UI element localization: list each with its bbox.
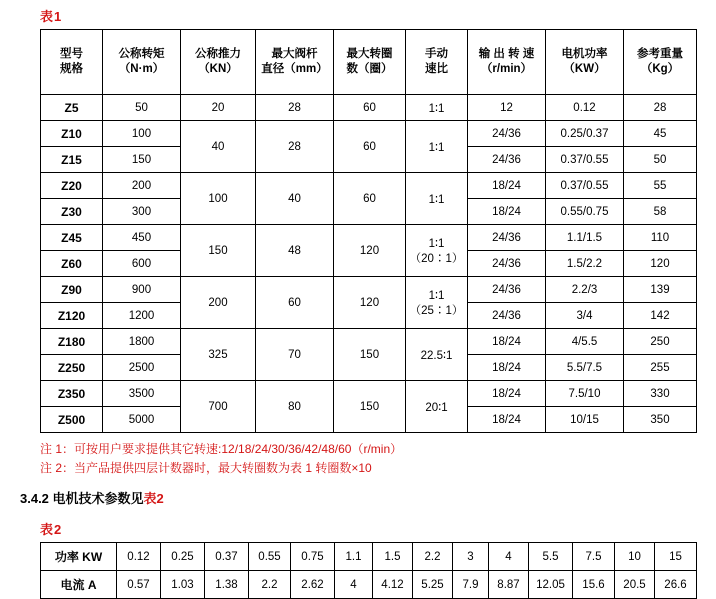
cell-power: 1.5/2.2 [546,251,624,277]
cell-thrust: 700 [181,381,256,433]
cell-power-value: 0.37 [205,543,249,571]
cell-power: 0.55/0.75 [546,199,624,225]
cell-model: Z350 [41,381,103,407]
cell-power-value: 5.5 [529,543,573,571]
table-row [41,173,697,199]
cell-model: Z45 [41,225,103,251]
cell-speed: 18/24 [468,199,546,225]
cell-power: 3/4 [546,303,624,329]
motor-parameters-table [40,542,697,599]
table-row [41,121,697,147]
cell-power-value: 4 [489,543,529,571]
section-heading-text: 3.4.2 电机技术参数见 [20,491,144,506]
cell-torque: 200 [103,173,181,199]
cell-model: Z60 [41,251,103,277]
ratio-line-1: 1∶1 [428,289,445,302]
cell-power-value: 1.1 [335,543,373,571]
cell-torque: 100 [103,121,181,147]
cell-current-value: 0.57 [117,571,161,599]
cell-current-value: 1.38 [205,571,249,599]
cell-current-value: 12.05 [529,571,573,599]
cell-power-value: 0.55 [249,543,291,571]
section-heading [20,488,706,507]
cell-stem: 80 [256,381,334,433]
cell-thrust: 20 [181,95,256,121]
cell-torque: 450 [103,225,181,251]
cell-weight: 45 [624,121,697,147]
header-weight: 参考重量 （Kg） [624,30,697,95]
header-thrust: 公称推力 （KN） [181,30,256,95]
header-torque: 公称转矩 （N·m） [103,30,181,95]
cell-model: Z20 [41,173,103,199]
cell-speed: 18/24 [468,407,546,433]
cell-power: 0.37/0.55 [546,173,624,199]
table-row [41,225,697,251]
cell-turns: 120 [334,277,406,329]
cell-thrust: 150 [181,225,256,277]
cell-torque: 5000 [103,407,181,433]
cell-stem: 28 [256,121,334,173]
cell-stem: 60 [256,277,334,329]
cell-ratio [406,277,468,329]
section-table-ref: 表2 [143,491,164,506]
cell-stem: 28 [256,95,334,121]
cell-weight: 50 [624,147,697,173]
header-stem-diameter: 最大阀杆 直径（mm） [256,30,334,95]
table-row [41,329,697,355]
cell-turns: 120 [334,225,406,277]
header-model: 型号 规格 [41,30,103,95]
table-row [41,571,697,599]
cell-weight: 350 [624,407,697,433]
note-2: 注 2：当产品提供四层计数器时，最大转圈数为表 1 转圈数×10 [40,461,372,475]
cell-model: Z10 [41,121,103,147]
cell-ratio: 1∶1 [406,173,468,225]
cell-turns: 150 [334,381,406,433]
cell-weight: 120 [624,251,697,277]
cell-torque: 2500 [103,355,181,381]
cell-speed: 18/24 [468,355,546,381]
cell-current-value: 4 [335,571,373,599]
cell-speed: 24/36 [468,225,546,251]
cell-model: Z250 [41,355,103,381]
ratio-line-1: 1∶1 [428,237,445,250]
cell-stem: 48 [256,225,334,277]
cell-speed: 12 [468,95,546,121]
cell-weight: 139 [624,277,697,303]
cell-power: 0.12 [546,95,624,121]
table1-header-row [41,30,697,95]
row-label-current: 电流 A [41,571,117,599]
cell-thrust: 40 [181,121,256,173]
cell-model: Z30 [41,199,103,225]
cell-ratio: 1∶1 [406,95,468,121]
cell-model: Z5 [41,95,103,121]
cell-speed: 24/36 [468,121,546,147]
cell-thrust: 100 [181,173,256,225]
cell-ratio [406,225,468,277]
cell-current-value: 4.12 [373,571,413,599]
cell-power: 5.5/7.5 [546,355,624,381]
cell-power: 1.1/1.5 [546,225,624,251]
cell-current-value: 1.03 [161,571,205,599]
cell-weight: 55 [624,173,697,199]
cell-current-value: 26.6 [655,571,697,599]
cell-power: 10/15 [546,407,624,433]
table1-caption: 表1 [40,9,63,24]
cell-ratio: 1∶1 [406,121,468,173]
cell-weight: 142 [624,303,697,329]
header-manual-ratio: 手动 速比 [406,30,468,95]
cell-thrust: 200 [181,277,256,329]
ratio-line-2: （20∶1） [409,252,464,265]
cell-power-value: 0.25 [161,543,205,571]
table2-caption: 表2 [40,522,63,537]
cell-model: Z120 [41,303,103,329]
cell-torque: 3500 [103,381,181,407]
cell-power: 0.25/0.37 [546,121,624,147]
cell-power-value: 7.5 [573,543,615,571]
cell-speed: 24/36 [468,147,546,173]
cell-weight: 110 [624,225,697,251]
cell-weight: 28 [624,95,697,121]
header-output-speed: 输 出 转 速 （r/min） [468,30,546,95]
specifications-table [40,29,697,433]
cell-stem: 40 [256,173,334,225]
cell-torque: 900 [103,277,181,303]
cell-torque: 600 [103,251,181,277]
cell-current-value: 5.25 [413,571,453,599]
table-row [41,95,697,121]
cell-weight: 330 [624,381,697,407]
table-row [41,543,697,571]
table-row [41,277,697,303]
cell-torque: 50 [103,95,181,121]
cell-speed: 24/36 [468,277,546,303]
row-label-power: 功率 KW [41,543,117,571]
cell-weight: 255 [624,355,697,381]
cell-speed: 18/24 [468,381,546,407]
cell-current-value: 2.2 [249,571,291,599]
cell-ratio: 20∶1 [406,381,468,433]
cell-power: 7.5/10 [546,381,624,407]
cell-torque: 150 [103,147,181,173]
cell-power-value: 15 [655,543,697,571]
cell-turns: 60 [334,95,406,121]
cell-weight: 58 [624,199,697,225]
cell-current-value: 7.9 [453,571,489,599]
cell-current-value: 8.87 [489,571,529,599]
cell-ratio: 22.5∶1 [406,329,468,381]
note-1: 注 1：可按用户要求提供其它转速:12/18/24/30/36/42/48/60（r/min） [40,442,403,456]
cell-model: Z90 [41,277,103,303]
cell-power-value: 3 [453,543,489,571]
cell-torque: 1800 [103,329,181,355]
cell-weight: 250 [624,329,697,355]
cell-model: Z180 [41,329,103,355]
cell-power-value: 2.2 [413,543,453,571]
cell-power-value: 0.75 [291,543,335,571]
cell-thrust: 325 [181,329,256,381]
cell-current-value: 2.62 [291,571,335,599]
cell-torque: 300 [103,199,181,225]
cell-power: 2.2/3 [546,277,624,303]
cell-speed: 18/24 [468,173,546,199]
cell-turns: 60 [334,173,406,225]
cell-speed: 24/36 [468,303,546,329]
cell-current-value: 20.5 [615,571,655,599]
cell-model: Z500 [41,407,103,433]
cell-stem: 70 [256,329,334,381]
cell-speed: 24/36 [468,251,546,277]
cell-turns: 60 [334,121,406,173]
table-notes [40,440,706,478]
header-motor-power: 电机功率 （KW） [546,30,624,95]
ratio-line-2: （25∶1） [409,304,464,317]
table-row [41,381,697,407]
cell-power: 4/5.5 [546,329,624,355]
cell-power-value: 0.12 [117,543,161,571]
cell-current-value: 15.6 [573,571,615,599]
cell-power-value: 10 [615,543,655,571]
cell-power-value: 1.5 [373,543,413,571]
cell-power: 0.37/0.55 [546,147,624,173]
header-max-turns: 最大转圈 数（圈） [334,30,406,95]
cell-torque: 1200 [103,303,181,329]
cell-speed: 18/24 [468,329,546,355]
cell-model: Z15 [41,147,103,173]
cell-turns: 150 [334,329,406,381]
